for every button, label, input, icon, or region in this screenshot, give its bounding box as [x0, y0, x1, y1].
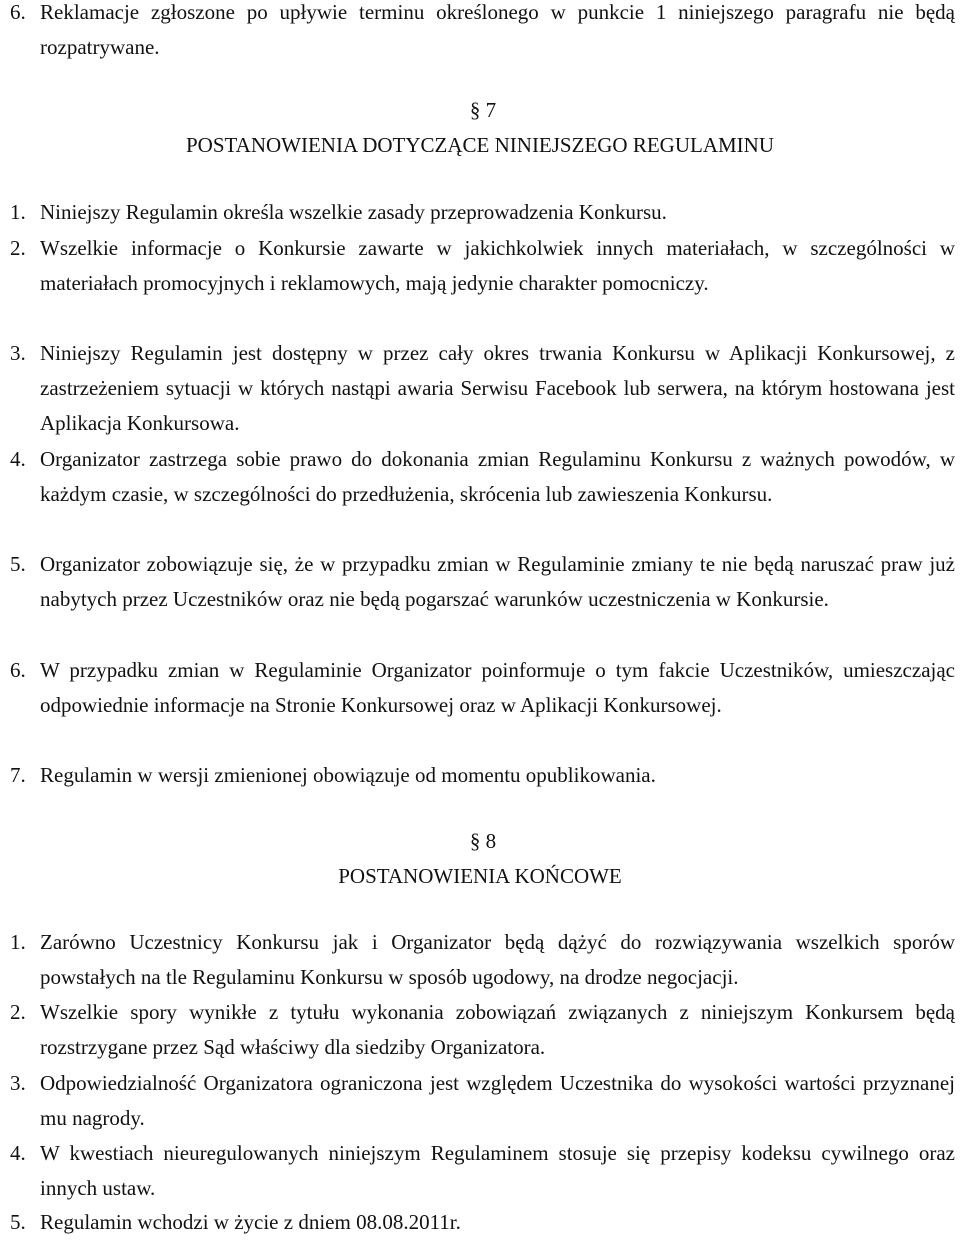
item-number: 2.	[10, 236, 26, 260]
item-number: 5.	[10, 552, 26, 576]
item-number: 7.	[10, 763, 26, 787]
item-number: 2.	[10, 1000, 26, 1024]
item-number: 4.	[10, 1141, 26, 1165]
item-text: Wszelkie informacje o Konkursie zawarte w jakichkolwiek innych materiałach, w szczególności w materiałach promocyjnych i reklamowych, mają jedynie charakter pomocniczy.	[40, 236, 955, 295]
item-number: 5.	[10, 1210, 26, 1234]
section-sign-icon: §	[469, 829, 481, 853]
item-number: 1.	[10, 930, 26, 954]
section-number: 7	[485, 98, 497, 122]
section-number: 8	[485, 829, 497, 853]
item-text: Reklamacje zgłoszone po upływie terminu określonego w punkcie 1 niniejszego paragrafu nie będą rozpatrywane.	[40, 0, 955, 59]
section-8-title: POSTANOWIENIA KOŃCOWE	[338, 864, 622, 888]
item-number: 6.	[10, 0, 26, 24]
item-number: 4.	[10, 447, 26, 471]
list-item	[10, 925, 955, 995]
item-text: Zarówno Uczestnicy Konkursu jak i Organizator będą dążyć do rozwiązywania wszelkich sporów powstałych na tle Regulaminu Konkursu w sposób ugodowy, na drodze negocjacji.	[40, 930, 955, 989]
item-text: Odpowiedzialność Organizatora ograniczona jest względem Uczestnika do wysokości wartości przyznanej mu nagrody.	[40, 1071, 955, 1130]
item-text: Organizator zastrzega sobie prawo do dokonania zmian Regulaminu Konkursu z ważnych powodów, w każdym czasie, w szczególności do przedłużenia, skrócenia lub zawieszenia Konkursu.	[40, 447, 955, 506]
item-text: Niniejszy Regulamin określa wszelkie zasady przeprowadzenia Konkursu.	[40, 200, 667, 224]
list-item	[10, 1205, 955, 1240]
list-item	[10, 195, 955, 230]
item-text: Regulamin w wersji zmienionej obowiązuje od momentu opublikowania.	[40, 763, 656, 787]
item-text: W przypadku zmian w Regulaminie Organizator poinformuje o tym fakcie Uczestników, umieszczając odpowiednie informacje na Stronie Konkursowej oraz w Aplikacji Konkursowej.	[40, 658, 955, 717]
section-sign-icon: §	[469, 98, 481, 122]
item-text: Regulamin wchodzi w życie z dniem 08.08.2011r.	[40, 1210, 461, 1234]
item-text: Niniejszy Regulamin jest dostępny w przez cały okres trwania Konkursu w Aplikacji Konkursowej, z zastrzeżeniem sytuacji w których nastąpi awaria Serwisu Facebook lub serwera, na którym hostowana jest Aplikacja Konkursowa.	[40, 341, 955, 435]
list-item	[10, 231, 955, 301]
list-item	[10, 653, 955, 723]
item-number: 3.	[10, 341, 26, 365]
item-number: 3.	[10, 1071, 26, 1095]
item-number: 1.	[10, 200, 26, 224]
item-text: Organizator zobowiązuje się, że w przypadku zmian w Regulaminie zmiany te nie będą naruszać praw już nabytych przez Uczestników oraz nie będą pogarszać warunków uczestniczenia w Konkursie.	[40, 552, 955, 611]
section-7-title: POSTANOWIENIA DOTYCZĄCE NINIEJSZEGO REGULAMINU	[185, 133, 775, 157]
list-item	[10, 0, 955, 65]
section-7-number	[0, 93, 960, 128]
item-text: W kwestiach nieuregulowanych niniejszym Regulaminem stosuje się przepisy kodeksu cywilnego oraz innych ustaw.	[40, 1141, 955, 1200]
list-item	[10, 758, 955, 793]
list-item	[10, 1066, 955, 1136]
list-item	[10, 336, 955, 441]
item-number: 6.	[10, 658, 26, 682]
list-item	[10, 1136, 955, 1206]
section-8-number	[0, 824, 960, 859]
list-item	[10, 995, 955, 1065]
item-text: Wszelkie spory wynikłe z tytułu wykonania zobowiązań związanych z niniejszym Konkursem będą rozstrzygane przez Sąd właściwy dla siedziby Organizatora.	[40, 1000, 955, 1059]
list-item	[10, 442, 955, 512]
list-item	[10, 547, 955, 617]
